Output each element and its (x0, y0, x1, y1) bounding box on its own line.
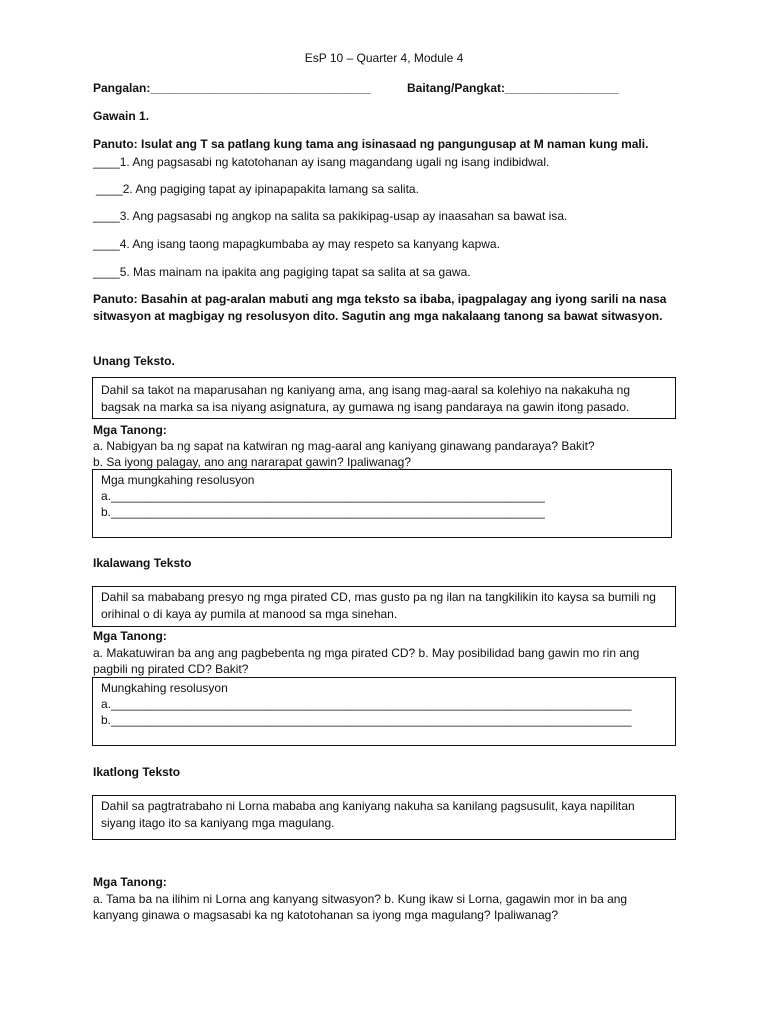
text2-answer-a[interactable]: a.______________________________________________________________________________ (101, 697, 632, 711)
text3-questions-label: Mga Tanong: (93, 875, 167, 889)
text2-questions-label: Mga Tanong: (93, 629, 167, 643)
page-title: EsP 10 – Quarter 4, Module 4 (304, 51, 464, 65)
text1-answer-b[interactable]: b._________________________________________________________________ (101, 505, 545, 519)
text2-question: a. Makatuwiran ba ang ang pagbebenta ng mga pirated CD? b. May posibilidad bang gawin mo rin ang pagbili ng pirated CD? Bakit? (93, 646, 640, 676)
grade-section-field-label: Baitang/Pangkat:_________________ (407, 81, 619, 95)
statement-item-1: ____1. Ang pagsasabi ng katotohanan ay isang magandang ugali ng isang indibidwal. (93, 155, 550, 169)
text2-resolution-label: Mungkahing resolusyon (101, 681, 228, 695)
activity-title: Gawain 1. (93, 109, 150, 123)
text1-questions-label: Mga Tanong: (93, 423, 167, 437)
text1-answer-a[interactable]: a._________________________________________________________________ (101, 489, 545, 503)
text2-passage-box (92, 586, 676, 627)
text2-heading: Ikalawang Teksto (93, 556, 192, 570)
text1-resolution-box (92, 469, 672, 538)
text3-passage-box (92, 795, 676, 840)
text3-question: a. Tama ba na ilihim ni Lorna ang kanyang sitwasyon? b. Kung ikaw si Lorna, gagawin mor in ba ang kanyang ginawa o magsasabi ka ng katotohanan sa iyong mga magulang? Ipaliwanag? (93, 892, 628, 922)
statement-item-2: ____2. Ang pagiging tapat ay ipinapapakita lamang sa salita. (96, 182, 419, 196)
text3-heading: Ikatlong Teksto (93, 765, 181, 779)
text1-question-a: a. Nabigyan ba ng sapat na katwiran ng mag-aaral ang kaniyang ginawang pandaraya? Bakit? (93, 439, 595, 453)
statement-item-4: ____4. Ang isang taong mapagkumbaba ay may respeto sa kanyang kapwa. (93, 237, 500, 251)
text1-question-b: b. Sa iyong palagay, ano ang nararapat gawin? Ipaliwanag? (93, 455, 412, 469)
text1-passage: Dahil sa takot na maparusahan ng kaniyang ama, ang isang mag-aaral sa kolehiyo na nakakuha ng bagsak na marka sa isa niyang asignatura, ay gumawa ng isang pandaraya na gawin itong pasado. (101, 383, 631, 414)
statement-item-5: ____5. Mas mainam na ipakita ang pagiging tapat sa salita at sa gawa. (93, 265, 471, 279)
text2-resolution-box (92, 677, 676, 746)
text3-passage: Dahil sa pagtratrabaho ni Lorna mababa ang kaniyang nakuha sa kanilang pagsusulit, kaya napilitan siyang itago ito sa kaniyang mga magulang. (101, 799, 635, 830)
text2-passage: Dahil sa mababang presyo ng mga pirated CD, mas gusto pa ng ilan na tangkilikin ito kaysa sa bumili ng orihinal o di kaya ay pumila at manood sa mga sinehan. (101, 590, 656, 621)
name-field-label: Pangalan:_________________________________ (93, 81, 371, 95)
text2-answer-b[interactable]: b.______________________________________________________________________________ (101, 713, 632, 727)
statement-item-3: ____3. Ang pagsasabi ng angkop na salita sa pakikipag-usap ay inaasahan sa bawat isa. (93, 209, 568, 223)
text1-resolution-label: Mga mungkahing resolusyon (101, 473, 255, 487)
situation-instruction: Panuto: Basahin at pag-aralan mabuti ang mga teksto sa ibaba, ipagpalagay ang iyong sarili na nasa sitwasyon at magbigay ng resolusyon dito. Sagutin ang mga nakalaang tanong sa bawat sitwasyon. (93, 292, 667, 323)
activity-instruction: Panuto: Isulat ang T sa patlang kung tama ang isinasaad ng pangungusap at M naman kung mali. (93, 137, 649, 151)
text1-passage-box (92, 377, 676, 419)
text1-heading: Unang Teksto. (93, 354, 175, 368)
